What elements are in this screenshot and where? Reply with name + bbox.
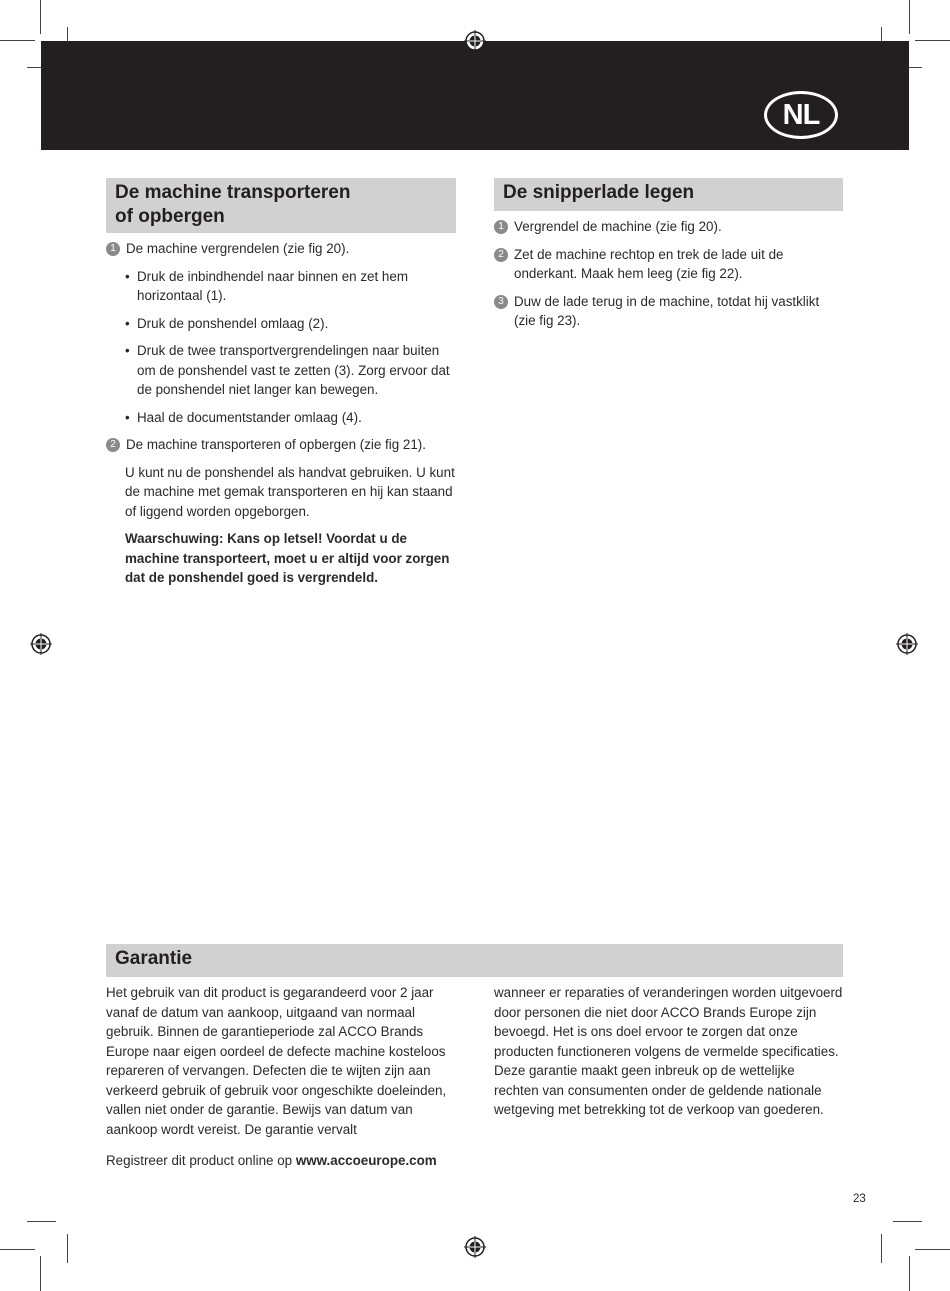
step-item — [106, 239, 456, 259]
section-title-line: De machine transporteren — [115, 182, 351, 203]
step-text: De machine vergrendelen (zie fig 20). — [126, 241, 350, 256]
step-text: Zet de machine rechtop en trek de lade uit de onderkant. Maak hem leeg (zie fig 22). — [514, 246, 784, 281]
step-item — [106, 435, 456, 455]
crop-mark — [915, 40, 950, 41]
crop-mark — [893, 1221, 922, 1222]
step-item — [494, 217, 843, 237]
bullet-item — [125, 408, 456, 428]
section-title-line: De snipperlade legen — [503, 182, 695, 203]
registration-mark-icon — [30, 633, 52, 655]
step-number: 1 — [106, 242, 120, 256]
registration-mark-icon — [464, 1236, 486, 1258]
crop-mark — [40, 1256, 41, 1291]
crop-mark — [0, 1249, 35, 1250]
crop-mark — [909, 1256, 910, 1291]
bullet-item — [125, 314, 456, 334]
bullet-dot-icon: • — [125, 315, 130, 331]
step-number: 1 — [494, 220, 508, 234]
transport-column — [106, 239, 456, 596]
bullet-dot-icon: • — [125, 268, 130, 284]
step-number: 3 — [494, 295, 508, 309]
bullet-item — [125, 341, 456, 400]
page-number: 23 — [853, 1193, 866, 1205]
step-text: Duw de lade terug in de machine, totdat hij vastklikt (zie fig 23). — [514, 293, 820, 328]
step-item — [494, 292, 843, 331]
section-title-line: of opbergen — [115, 206, 225, 227]
section-title-transport — [106, 178, 456, 233]
crop-mark — [27, 1221, 56, 1222]
bullet-item — [125, 267, 456, 306]
shredder-column — [494, 217, 843, 339]
section-title-line: Garantie — [115, 948, 193, 969]
section-title-shredder — [494, 178, 843, 211]
registration-mark-icon — [896, 633, 918, 655]
crop-mark — [67, 1234, 68, 1263]
language-badge: NL — [764, 91, 838, 139]
bullet-text: Haal de documentstander omlaag (4). — [137, 409, 362, 425]
register-line — [106, 1151, 456, 1171]
warranty-text: Het gebruik van dit product is gegarandeerd voor 2 jaar vanaf de datum van aankoop, uitgaand van normaal gebruik. Binnen de garantieperiode zal ACCO Brands Europe naar eigen oordeel de defecte machine kosteloos repareren of vervangen. Defecten die te wijten zijn aan verkeerd gebruik of gebruik voor ongeschikte doeleinden, vallen niet onder de garantie. Bewijs van datum van aankoop wordt vereist. De garantie vervalt — [106, 985, 447, 1137]
step-text: De machine transporteren of opbergen (zie fig 21). — [126, 437, 426, 452]
registration-mark-icon — [464, 30, 486, 52]
warranty-text: wanneer er reparaties of veranderingen worden uitgevoerd door personen die niet door ACCO Brands Europe zijn bevoegd. Het is ons doel ervoor te zorgen dat onze producten functioneren volgens de vermelde specificaties. Deze garantie maakt geen inbreuk op de wettelijke rechten van consumenten onder de geldende nationale wetgeving met betrekking tot de verkoop van goederen. — [494, 985, 843, 1117]
warranty-column-left — [106, 983, 456, 1179]
crop-mark — [881, 1234, 882, 1263]
step-item — [494, 245, 843, 284]
section-title-warranty — [106, 944, 843, 977]
register-text: Registreer dit product online op — [106, 1153, 296, 1168]
crop-mark — [40, 0, 41, 34]
bullet-dot-icon: • — [125, 343, 130, 358]
step-text: Vergrendel de machine (zie fig 20). — [514, 219, 722, 234]
crop-mark — [0, 40, 35, 41]
bullet-text: Druk de twee transportvergrendelingen naar buiten om de ponshendel vast te zetten (3). Zorg ervoor dat de ponshendel niet langer kan bewegen. — [137, 343, 450, 397]
warranty-column-right — [494, 983, 843, 1128]
step-number: 2 — [494, 248, 508, 262]
crop-mark — [915, 1249, 950, 1250]
bullet-text: Druk de ponshendel omlaag (2). — [137, 315, 329, 331]
bullet-dot-icon: • — [125, 409, 130, 425]
step-number: 2 — [106, 438, 120, 452]
bullet-text: Druk de inbindhendel naar binnen en zet hem horizontaal (1). — [137, 268, 408, 303]
register-link[interactable]: www.accoeurope.com — [295, 1153, 437, 1168]
crop-mark — [909, 0, 910, 34]
transport-paragraph: U kunt nu de ponshendel als handvat gebruiken. U kunt de machine met gemak transporteren en hij kan staand of liggend worden opgeborgen. — [125, 464, 455, 519]
warning-text: Waarschuwing: Kans op letsel! Voordat u de machine transporteert, moet u er altijd voor zorgen dat de ponshendel goed is vergrendeld. — [125, 531, 450, 585]
